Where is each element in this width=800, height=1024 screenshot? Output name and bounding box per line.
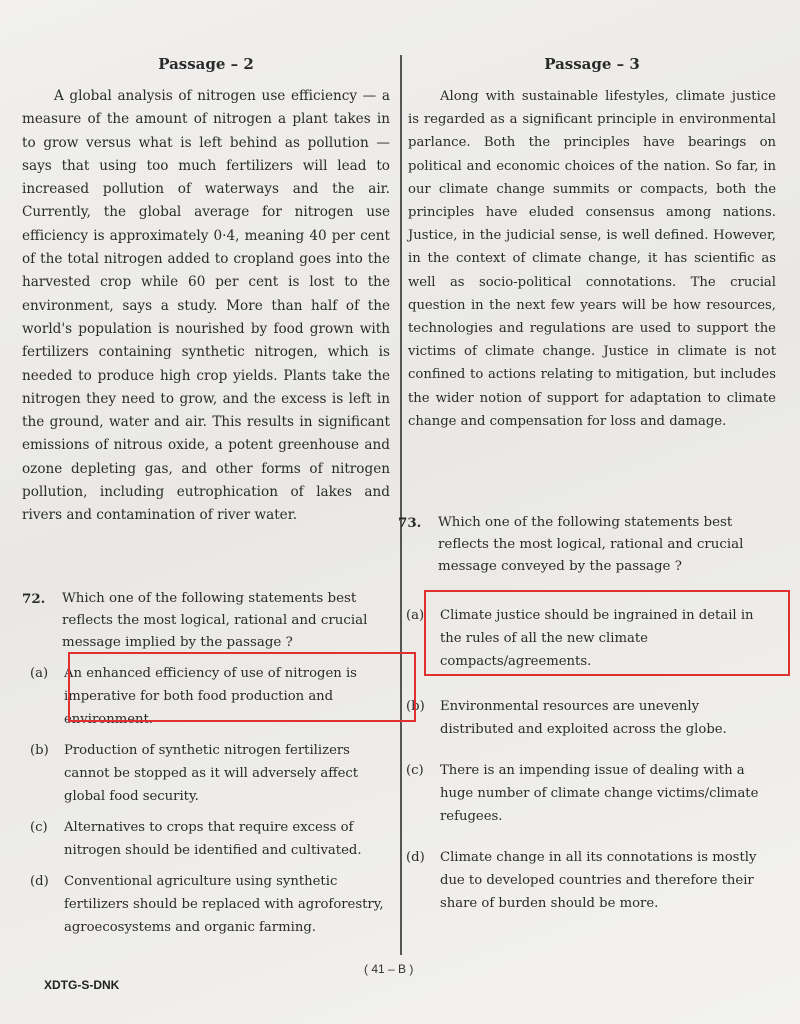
- question-73: [398, 512, 776, 915]
- option-key: (a): [30, 666, 49, 681]
- page-number: ( 41 – B ): [364, 962, 414, 976]
- question-72: [22, 588, 390, 939]
- option-key: (b): [406, 699, 425, 714]
- question-73-option-c[interactable]: [398, 759, 776, 828]
- question-73-number: 73.: [398, 515, 422, 531]
- left-column: [22, 55, 390, 528]
- option-text: An enhanced efficiency of use of nitrogen is imperative for both food production and environment.: [64, 666, 357, 727]
- passage-3-title: Passage – 3: [544, 55, 640, 73]
- question-73-option-d[interactable]: [398, 846, 776, 915]
- option-text: Climate change in all its connotations is mostly due to developed countries and therefore their share of burden should be more.: [440, 850, 757, 911]
- question-72-option-d[interactable]: [22, 870, 390, 939]
- option-text: There is an impending issue of dealing with a huge number of climate change victims/climate refugees.: [440, 763, 759, 824]
- option-key: (c): [406, 763, 424, 778]
- option-key: (c): [30, 820, 48, 835]
- option-key: (a): [406, 608, 425, 623]
- question-73-option-b[interactable]: [398, 695, 776, 741]
- passage-3-text: Along with sustainable lifestyles, climate justice is regarded as a significant principle in environmental parlance. Both the principles have bearings on political and economic choices of the nation. So far, in our climate change summits or compacts, both the principles have eluded consensus among nations. Justice, in the judicial sense, is well defined. However, in the context of climate change, it has scientific as well as socio-political connotations. The crucial question in the next few years will be how resources, technologies and regulations are used to support the victims of climate change. Justice in climate is not confined to actions relating to mitigation, but includes the wider notion of support for adaptation to climate change and compensation for loss and damage.: [408, 89, 776, 429]
- right-column: [408, 55, 776, 433]
- question-73-text: Which one of the following statements best reflects the most logical, rational and crucial message conveyed by the passage ?: [438, 515, 744, 574]
- question-72-number: 72.: [22, 591, 46, 607]
- passage-2-title: Passage – 2: [158, 55, 254, 73]
- question-72-option-c[interactable]: [22, 816, 390, 862]
- answer-highlight-72: [68, 652, 416, 722]
- question-72-text: Which one of the following statements best reflects the most logical, rational and crucial message implied by the passage ?: [62, 591, 368, 650]
- booklet-code: XDTG-S-DNK: [44, 978, 120, 992]
- answer-highlight-73: [424, 590, 790, 676]
- question-72-option-b[interactable]: [22, 739, 390, 808]
- option-text: Alternatives to crops that require excess of nitrogen should be identified and cultivated.: [64, 820, 362, 858]
- option-text: Environmental resources are unevenly distributed and exploited across the globe.: [440, 699, 727, 737]
- passage-2-text: A global analysis of nitrogen use efficiency — a measure of the amount of nitrogen a plant takes in to grow versus what is left behind as pollution — says that using too much fertilizers will lead to increased pollution of waterways and the air. Currently, the global average for nitrogen use efficiency is approximately 0·4, meaning 40 per cent of the total nitrogen added to cropland goes into the harvested crop while 60 per cent is lost to the environment, says a study. More than half of the world's population is nourished by food grown with fertilizers containing synthetic nitrogen, which is needed to produce high crop yields. Plants take the nitrogen they need to grow, and the excess is left in the ground, water and air. This results in significant emissions of nitrous oxide, a potent greenhouse and ozone depleting gas, and other forms of nitrogen pollution, including eutrophication of lakes and rivers and contamination of river water.: [22, 88, 390, 524]
- option-key: (d): [30, 874, 49, 889]
- option-key: (b): [30, 743, 49, 758]
- option-text: Climate justice should be ingrained in detail in the rules of all the new climate compacts/agreements.: [440, 608, 754, 669]
- option-key: (d): [406, 850, 425, 865]
- option-text: Conventional agriculture using synthetic fertilizers should be replaced with agroforestry, agroecosystems and organic farming.: [64, 874, 384, 935]
- option-text: Production of synthetic nitrogen fertilizers cannot be stopped as it will adversely affect global food security.: [64, 743, 359, 804]
